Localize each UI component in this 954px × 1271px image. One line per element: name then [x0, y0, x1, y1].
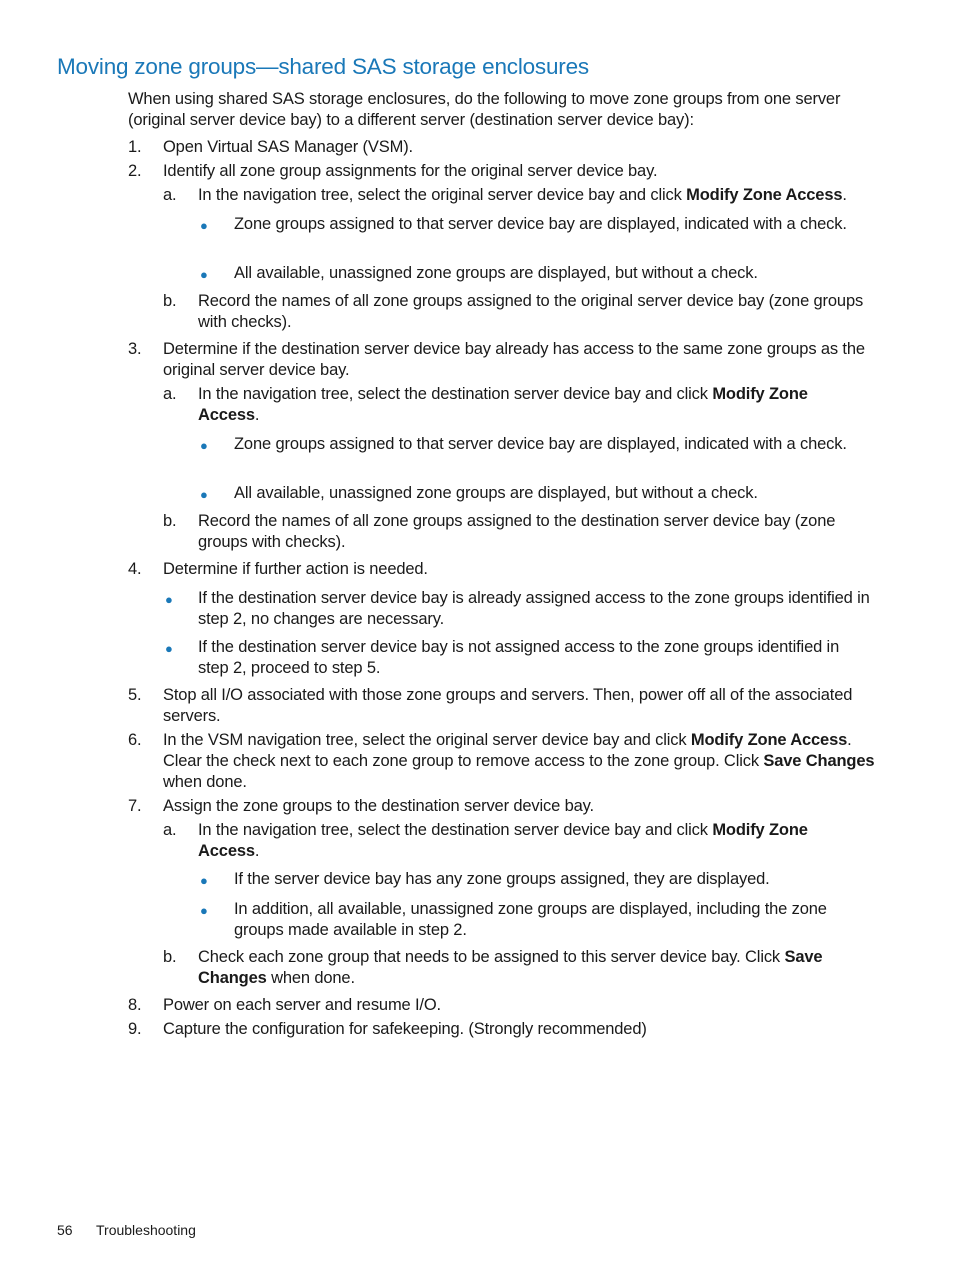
- step-number: 7.: [128, 797, 142, 815]
- section-name: Troubleshooting: [96, 1222, 196, 1238]
- bullet-icon: ●: [200, 267, 208, 282]
- bullet-icon: ●: [200, 903, 208, 918]
- step-number: 5.: [128, 686, 142, 704]
- substep-text: In the navigation tree, select the destination server device bay and click Modify Zone Access.: [198, 821, 808, 860]
- bullet-icon: ●: [165, 641, 173, 656]
- step-text: Capture the configuration for safekeeping. (Strongly recommended): [163, 1020, 647, 1038]
- bullet-icon: ●: [200, 487, 208, 502]
- page-number: 56: [57, 1222, 73, 1238]
- substep-letter: a.: [163, 385, 177, 403]
- step-number: 4.: [128, 560, 142, 578]
- bullet-text: All available, unassigned zone groups are displayed, but without a check.: [234, 484, 758, 502]
- step-text: Open Virtual SAS Manager (VSM).: [163, 138, 413, 156]
- bullet-icon: ●: [165, 592, 173, 607]
- bullet-text: If the server device bay has any zone groups assigned, they are displayed.: [234, 870, 770, 888]
- bullet-text: If the destination server device bay is not assigned access to the zone groups identified in step 2, proceed to step 5.: [198, 638, 840, 677]
- step-text: Stop all I/O associated with those zone groups and servers. Then, power off all of the associated servers.: [163, 686, 853, 725]
- substep-text: Record the names of all zone groups assigned to the original server device bay (zone groups with checks).: [198, 292, 864, 331]
- ui-term-modify-zone-access: Modify Zone Access: [686, 186, 843, 204]
- intro-paragraph: When using shared SAS storage enclosures, do the following to move zone groups from one server (original server device bay) to a different server (destination server device bay):: [128, 90, 841, 129]
- ui-term-save-changes: Save Changes: [198, 948, 823, 987]
- substep-text: Record the names of all zone groups assigned to the destination server device bay (zone groups with checks).: [198, 512, 836, 551]
- step-text: Determine if the destination server device bay already has access to the same zone groups as the original server device bay.: [163, 340, 865, 379]
- ui-term-modify-zone-access: Modify Zone Access: [198, 821, 808, 860]
- bullet-text: If the destination server device bay is already assigned access to the zone groups identified in step 2, no changes are necessary.: [198, 589, 870, 628]
- page-title: Moving zone groups—shared SAS storage enclosures: [57, 54, 589, 79]
- bullet-text: In addition, all available, unassigned zone groups are displayed, including the zone groups made available in step 2.: [234, 900, 827, 939]
- bullet-icon: ●: [200, 438, 208, 453]
- step-number: 2.: [128, 162, 142, 180]
- ui-term-modify-zone-access: Modify Zone Access: [690, 731, 848, 749]
- substep-text: In the navigation tree, select the destination server device bay and click Modify Zone Access.: [198, 385, 808, 424]
- substep-letter: b.: [163, 292, 177, 310]
- bullet-text: Zone groups assigned to that server device bay are displayed, indicated with a check.: [234, 435, 847, 453]
- bullet-icon: ●: [200, 218, 208, 233]
- substep-letter: b.: [163, 512, 177, 530]
- step-text: In the VSM navigation tree, select the original server device bay and click Modify Zone Access. Clear the check next to each zone group to remove access to the zone group. Click Save Changes when done.: [163, 731, 875, 791]
- step-text: Determine if further action is needed.: [163, 560, 428, 578]
- bullet-icon: ●: [200, 873, 208, 888]
- step-number: 8.: [128, 996, 142, 1014]
- bullet-text: All available, unassigned zone groups are displayed, but without a check.: [234, 264, 758, 282]
- step-text: Identify all zone group assignments for the original server device bay.: [163, 162, 658, 180]
- step-number: 1.: [128, 138, 142, 156]
- step-text: Power on each server and resume I/O.: [163, 996, 441, 1014]
- step-number: 6.: [128, 731, 142, 749]
- substep-letter: a.: [163, 821, 177, 839]
- substep-text: Check each zone group that needs to be assigned to this server device bay. Click Save Changes when done.: [198, 948, 823, 987]
- step-number: 9.: [128, 1020, 142, 1038]
- ui-term-modify-zone-access: Modify Zone Access: [198, 385, 808, 424]
- substep-letter: b.: [163, 948, 177, 966]
- substep-text: In the navigation tree, select the original server device bay and click Modify Zone Access.: [198, 186, 847, 204]
- substep-letter: a.: [163, 186, 177, 204]
- ui-term-save-changes: Save Changes: [763, 752, 875, 770]
- bullet-text: Zone groups assigned to that server device bay are displayed, indicated with a check.: [234, 215, 847, 233]
- step-text: Assign the zone groups to the destination server device bay.: [163, 797, 594, 815]
- step-number: 3.: [128, 340, 142, 358]
